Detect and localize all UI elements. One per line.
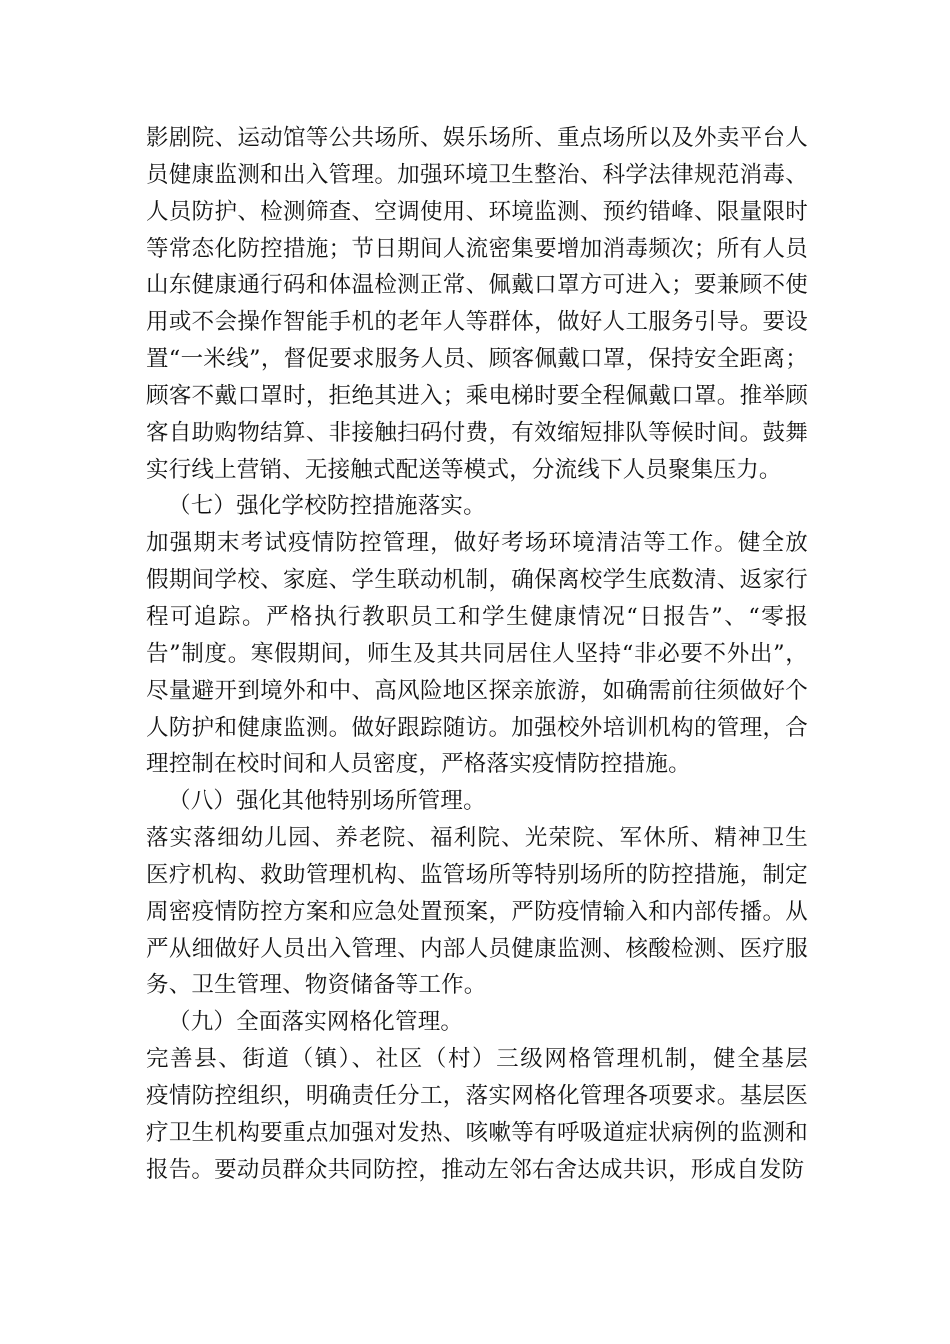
text-line: 告”制度。寒假期间，师生及其共同居住人坚持“非必要不外出”， — [146, 640, 808, 667]
body-paragraph — [146, 820, 808, 1004]
section-heading — [146, 1004, 808, 1041]
text-line: 完善县、街道（镇）、社区（村）三级网格管理机制，健全基层 — [146, 1046, 808, 1073]
text-line: 加强期末考试疫情防控管理，做好考场环境清洁等工作。健全放 — [146, 530, 808, 557]
document-body — [146, 120, 808, 1188]
text-line: 严从细做好人员出入管理、内部人员健康监测、核酸检测、医疗服 — [146, 935, 808, 962]
text-line: 尽量避开到境外和中、高风险地区探亲旅游，如确需前往须做好个 — [146, 677, 808, 704]
text-line: 人防护和健康监测。做好跟踪随访。加强校外培训机构的管理，合 — [146, 714, 808, 741]
text-line: 周密疫情防控方案和应急处置预案，严防疫情输入和内部传播。从 — [146, 898, 808, 925]
text-line: 落实落细幼儿园、养老院、福利院、光荣院、军休所、精神卫生 — [146, 825, 808, 852]
text-line: （八）强化其他特别场所管理。 — [168, 788, 486, 815]
text-line: 山东健康通行码和体温检测正常、佩戴口罩方可进入；要兼顾不使 — [146, 272, 808, 299]
body-paragraph — [146, 120, 808, 488]
text-line: 置“一米线”，督促要求服务人员、顾客佩戴口罩，保持安全距离； — [146, 346, 808, 373]
text-line: 顾客不戴口罩时，拒绝其进入；乘电梯时要全程佩戴口罩。推举顾 — [146, 382, 808, 409]
text-line: 程可追踪。严格执行教职员工和学生健康情况“日报告”、“零报 — [146, 603, 808, 630]
body-paragraph — [146, 1041, 808, 1188]
text-line: 报告。要动员群众共同防控，推动左邻右舍达成共识，形成自发防 — [146, 1156, 805, 1183]
text-line: （九）全面落实网格化管理。 — [168, 1009, 464, 1036]
body-paragraph — [146, 525, 808, 783]
text-line: 用或不会操作智能手机的老年人等群体，做好人工服务引导。要设 — [146, 309, 808, 336]
section-heading — [146, 488, 808, 525]
section-heading — [146, 783, 808, 820]
text-line: 人员防护、检测筛查、空调使用、环境监测、预约错峰、限量限时 — [146, 198, 808, 225]
text-line: 影剧院、运动馆等公共场所、娱乐场所、重点场所以及外卖平台人 — [146, 125, 808, 151]
text-line: 假期间学校、家庭、学生联动机制，确保离校学生底数清、返家行 — [146, 567, 808, 594]
text-line: （七）强化学校防控措施落实。 — [168, 493, 486, 520]
text-line: 医疗机构、救助管理机构、监管场所等特别场所的防控措施，制定 — [146, 861, 808, 888]
text-line: 疗卫生机构要重点加强对发热、咳嗽等有呼吸道症状病例的监测和 — [146, 1119, 808, 1146]
text-line: 理控制在校时间和人员密度，严格落实疫情防控措施。 — [146, 751, 691, 778]
text-line: 等常态化防控措施；节日期间人流密集要增加消毒频次；所有人员 — [146, 235, 808, 262]
text-line: 务、卫生管理、物资储备等工作。 — [146, 972, 487, 999]
text-line: 实行线上营销、无接触式配送等模式，分流线下人员聚集压力。 — [146, 456, 782, 483]
text-line: 员健康监测和出入管理。加强环境卫生整治、科学法律规范消毒、 — [146, 161, 808, 188]
text-line: 客自助购物结算、非接触扫码付费，有效缩短排队等候时间。鼓舞 — [146, 419, 808, 446]
text-line: 疫情防控组织，明确责任分工，落实网格化管理各项要求。基层医 — [146, 1082, 808, 1109]
